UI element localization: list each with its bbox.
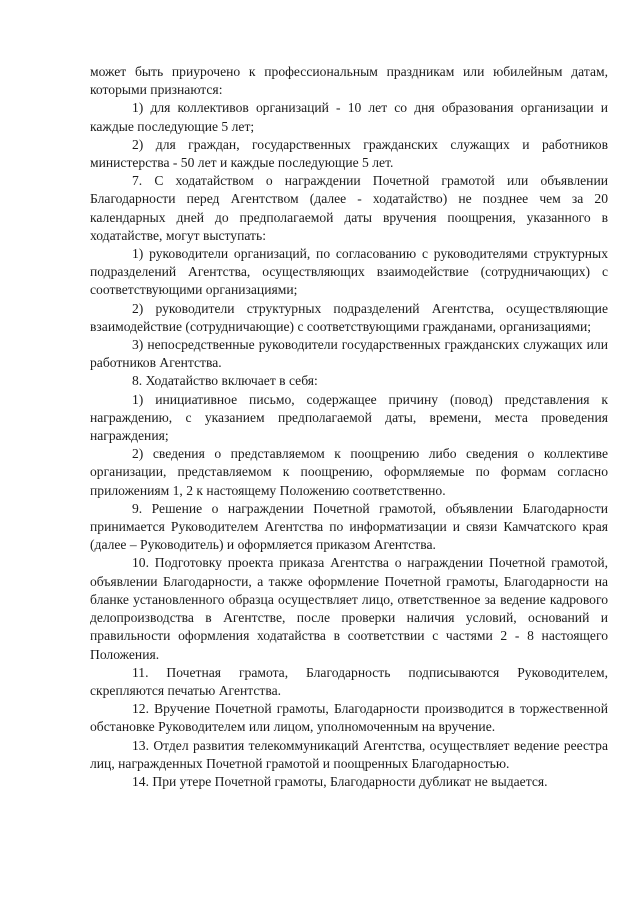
paragraph-6-item-1: 1) для коллективов организаций - 10 лет со дня образования организации и каждые последующие 5 лет; [90,100,608,134]
paragraph-11: 11. Почетная грамота, Благодарность подписываются Руководителем, скрепляются печатью Агентства. [90,664,608,698]
paragraph-7-item-3: 3) непосредственные руководители государственных гражданских служащих или работников Агентства. [90,337,608,371]
paragraph-8-item-2: 2) сведения о представляемом к поощрению либо сведения о коллективе организации, представляемом к поощрению, оформляемые по формам согласно приложениям 1, 2 к настоящему Положению соответственно. [90,446,608,498]
paragraph-13: 13. Отдел развития телекоммуникаций Агентства, осуществляет ведение реестра лиц, награжденных Почетной грамотой и поощренных Благодарностью. [90,737,608,771]
paragraph-14: 14. При утере Почетной грамоты, Благодарности дубликат не выдается. [132,773,548,789]
paragraph-6-item-2: 2) для граждан, государственных гражданских служащих и работников министерства - 50 лет и каждые последующие 5 лет. [90,136,608,171]
paragraph-12: 12. Вручение Почетной грамоты, Благодарности производится в торжественной обстановке Руководителем или лицом, уполномоченным на вручение. [90,701,608,735]
paragraph-7: 7. С ходатайством о награждении Почетной грамотой или объявлении Благодарности перед Агентством (далее - ходатайство) не позднее чем за 20 календарных дней до предполагаемой даты вручения поощрения, указанного в ходатайстве, могут выступать: [90,173,608,243]
paragraph-8-item-1: 1) инициативное письмо, содержащее причину (повод) представления к награждению, с указанием предполагаемой даты, времени, места проведения награждения; [90,391,608,444]
paragraph-10: 10. Подготовку проекта приказа Агентства о награждении Почетной грамотой, объявлении Благодарности, а также оформление Почетной грамоты, Благодарности на бланке установленного образца осуществляет лицо, ответственное за ведение кадрового делопроизводства в Агентстве, после проверки наличия условий, оснований и правильности оформления ходатайства в соответствии с частями 2 - 8 настоящего Положения. [90,555,608,662]
paragraph-7-item-2: 2) руководители структурных подразделений Агентства, осуществляющие взаимодействие (сотрудничающие) с соответствующими гражданами, организациями; [90,300,608,334]
paragraph-8: 8. Ходатайство включает в себя: [132,373,318,389]
paragraph-9: 9. Решение о награждении Почетной грамотой, объявлении Благодарности принимается Руководителем Агентства по информатизации и связи Камчатского края (далее – Руководитель) и оформляется приказом Агентства. [90,500,608,553]
paragraph-intro: может быть приурочено к профессиональным праздникам или юбилейным датам, которыми признаются: [90,64,608,98]
paragraph-7-item-1: 1) руководители организаций, по согласованию с руководителями структурных подразделений Агентства, осуществляющих взаимодействие (сотрудничающих) с соответствующими организациями; [90,246,608,298]
